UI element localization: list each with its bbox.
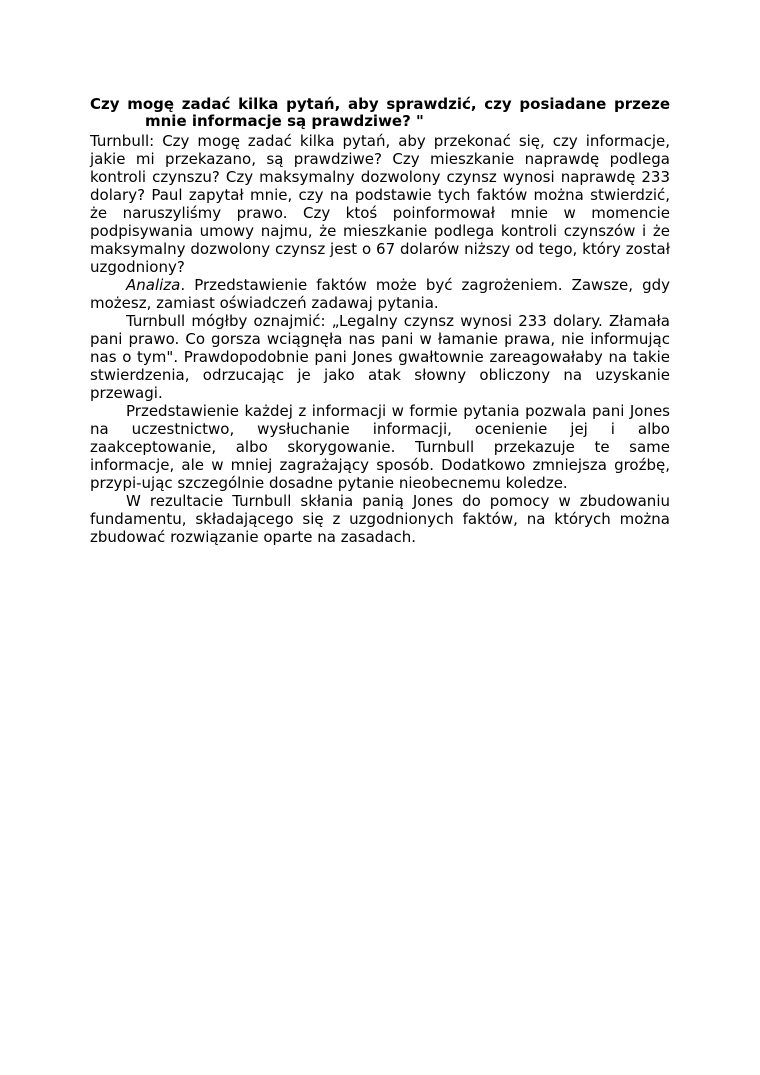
paragraph-analysis [90, 276, 670, 312]
analysis-label: Analiza [126, 276, 181, 294]
analysis-text: . Przedstawienie faktów może być zagrożeniem. Zawsze, gdy możesz, zamiast oświadczeń zadawaj pytania. [90, 276, 670, 312]
paragraph-questions-benefit: Przedstawienie każdej z informacji w formie pytania pozwala pani Jones na uczestnictwo, wysłuchanie informacji, ocenienie jej i albo zaakceptowanie, albo skorygowanie. Turnbull przekazuje te same informacje, ale w mniej zagrażający sposób. Dodatkowo zmniejsza groźbę, przypi-ując szczególnie dosadne pytanie nieobecnemu koledze. [90, 402, 670, 492]
paragraph-result: W rezultacie Turnbull skłania panią Jones do pomocy w zbudowaniu fundamentu, składającego się z uzgodnionych faktów, na których można zbudować rozwiązanie oparte na zasadach. [90, 492, 670, 546]
document-heading: Czy mogę zadać kilka pytań, aby sprawdzić, czy posiadane przeze mnie informacje są prawdziwe? " [90, 95, 670, 130]
document-page [90, 96, 670, 546]
paragraph-turnbull-questions: Turnbull: Czy mogę zadać kilka pytań, aby przekonać się, czy informacje, jakie mi przekazano, są prawdziwe? Czy mieszkanie naprawdę podlega kontroli czynszu? Czy maksymalny dozwolony czynsz wynosi naprawdę 233 dolary? Paul zapytał mnie, czy na podstawie tych faktów można stwierdzić, że naruszyliśmy prawo. Czy ktoś poinformował mnie w momencie podpisywania umowy najmu, że mieszkanie podlega kontroli czynszów i że maksymalny dozwolony czynsz jest o 67 dolarów niższy od tego, który został uzgodniony? [90, 132, 670, 276]
paragraph-turnbull-statement: Turnbull mógłby oznajmić: „Legalny czynsz wynosi 233 dolary. Złamała pani prawo. Co gorsza wciągnęła nas pani w łamanie prawa, nie informując nas o tym". Prawdopodobnie pani Jones gwałtownie zareagowałaby na takie stwierdzenia, odrzucając je jako atak słowny obliczony na uzyskanie przewagi. [90, 312, 670, 402]
